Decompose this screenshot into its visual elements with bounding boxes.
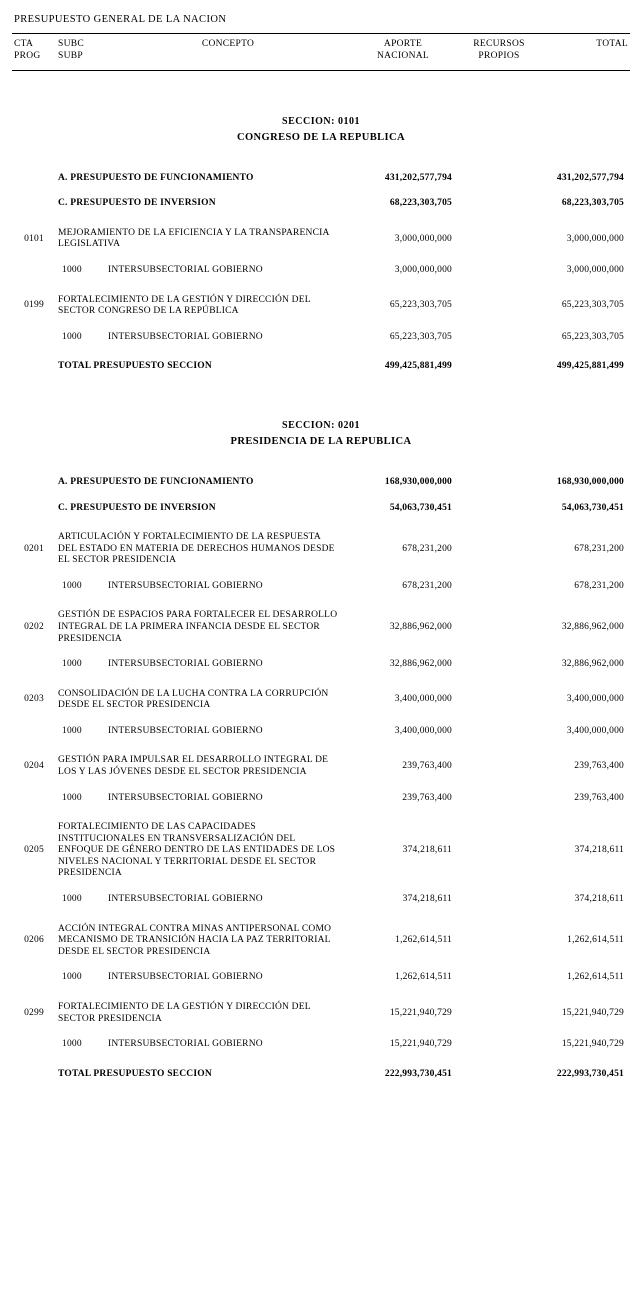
row-concepto: INTERSUBSECTORIAL GOBIERNO bbox=[108, 972, 263, 983]
table-row bbox=[12, 501, 630, 517]
row-total: 168,930,000,000 bbox=[556, 476, 624, 487]
row-gap bbox=[12, 345, 630, 359]
row-concepto: C. PRESUPUESTO DE INVERSION bbox=[58, 502, 216, 513]
row-concepto: A. PRESUPUESTO DE FUNCIONAMIENTO bbox=[58, 476, 254, 487]
row-aporte-nacional: 3,000,000,000 bbox=[394, 265, 452, 276]
row-aporte-nacional: 678,231,200 bbox=[402, 580, 452, 591]
row-aporte-nacional: 65,223,303,705 bbox=[389, 300, 452, 311]
row-aporte-nacional: 239,763,400 bbox=[402, 761, 452, 772]
row-total: 1,262,614,511 bbox=[567, 972, 624, 983]
row-aporte-nacional: 54,063,730,451 bbox=[389, 502, 452, 513]
row-subc-subp: 1000 bbox=[62, 265, 82, 276]
table-row bbox=[12, 196, 630, 212]
row-gap bbox=[12, 986, 630, 1000]
row-concepto: FORTALECIMIENTO DE LAS CAPACIDADES INSTITUCIONALES EN TRANSVERSALIZACIÓN DEL ENFOQUE DE GÉNERO DENTRO DE LAS ENTIDADES DE LOS NIVELES NACIONAL Y TERRITORIAL DESDE EL SECTOR PRESIDENCIA bbox=[58, 822, 336, 879]
row-subc-subp: 1000 bbox=[62, 894, 82, 905]
row-total: 32,886,962,000 bbox=[561, 659, 624, 670]
row-cta-prog: 0205 bbox=[24, 845, 44, 856]
row-cta-prog bbox=[12, 359, 56, 375]
row-recursos-propios bbox=[458, 724, 540, 740]
row-gap bbox=[12, 491, 630, 501]
row-gap bbox=[12, 320, 630, 330]
row-recursos-propios bbox=[458, 753, 540, 780]
row-cta-prog: 0203 bbox=[24, 694, 44, 705]
row-recursos-propios bbox=[458, 608, 540, 647]
column-header-cta: CTA bbox=[14, 39, 34, 49]
row-total: 54,063,730,451 bbox=[561, 502, 624, 513]
row-cta-prog bbox=[12, 657, 56, 673]
table-row bbox=[12, 892, 630, 908]
column-header-recursos-line2: PROPIOS bbox=[478, 50, 520, 61]
column-header-subp: SUBP bbox=[58, 50, 83, 61]
table-row bbox=[12, 359, 630, 375]
row-gap bbox=[12, 739, 630, 753]
row-concepto: INTERSUBSECTORIAL GOBIERNO bbox=[108, 331, 263, 342]
table-row bbox=[12, 530, 630, 569]
column-header-concepto: CONCEPTO bbox=[201, 39, 255, 49]
row-concepto: TOTAL PRESUPUESTO SECCION bbox=[58, 1068, 212, 1079]
row-aporte-nacional: 239,763,400 bbox=[402, 792, 452, 803]
table-row bbox=[12, 475, 630, 491]
row-concepto: INTERSUBSECTORIAL GOBIERNO bbox=[108, 792, 263, 803]
row-cta-prog bbox=[12, 171, 56, 187]
row-subc-subp: 1000 bbox=[62, 792, 82, 803]
row-concepto: ACCIÓN INTEGRAL CONTRA MINAS ANTIPERSONAL COMO MECANISMO DE TRANSICIÓN HACIA LA PAZ TERRITORIAL DESDE EL SECTOR PRESIDENCIA bbox=[58, 923, 332, 957]
row-total: 65,223,303,705 bbox=[561, 331, 624, 342]
row-aporte-nacional: 32,886,962,000 bbox=[389, 621, 452, 632]
row-aporte-nacional: 431,202,577,794 bbox=[384, 172, 452, 183]
section-header bbox=[12, 115, 630, 129]
row-subc-subp: 1000 bbox=[62, 659, 82, 670]
table-row bbox=[12, 263, 630, 279]
row-subc-subp: 1000 bbox=[62, 1039, 82, 1050]
table-row bbox=[12, 970, 630, 986]
row-cta-prog: 0204 bbox=[24, 761, 44, 772]
row-total: 3,400,000,000 bbox=[566, 694, 624, 705]
column-header-cta-prog bbox=[12, 34, 56, 70]
row-total: 678,231,200 bbox=[574, 543, 624, 554]
row-recursos-propios bbox=[458, 922, 540, 961]
row-aporte-nacional: 15,221,940,729 bbox=[389, 1007, 452, 1018]
column-header-aporte-line1: APORTE bbox=[383, 39, 423, 49]
column-header-subc-subp bbox=[56, 34, 108, 70]
row-gap bbox=[12, 569, 630, 579]
section-code: SECCION: 0201 bbox=[282, 419, 360, 431]
row-cta-prog bbox=[12, 579, 56, 595]
row-cta-prog bbox=[12, 724, 56, 740]
row-concepto: INTERSUBSECTORIAL GOBIERNO bbox=[108, 265, 263, 276]
row-concepto: GESTIÓN PARA IMPULSAR EL DESARROLLO INTEGRAL DE LOS Y LAS JÓVENES DESDE EL SECTOR PRESIDENCIA bbox=[58, 755, 329, 778]
row-aporte-nacional: 678,231,200 bbox=[402, 543, 452, 554]
row-total: 239,763,400 bbox=[574, 792, 624, 803]
row-cta-prog bbox=[12, 263, 56, 279]
row-subc-subp: 1000 bbox=[62, 725, 82, 736]
row-aporte-nacional: 374,218,611 bbox=[402, 845, 452, 856]
row-cta-prog bbox=[12, 892, 56, 908]
row-gap bbox=[12, 960, 630, 970]
row-aporte-nacional: 65,223,303,705 bbox=[389, 331, 452, 342]
row-gap bbox=[12, 882, 630, 892]
row-concepto: FORTALECIMIENTO DE LA GESTIÓN Y DIRECCIÓN DEL SECTOR PRESIDENCIA bbox=[58, 1001, 311, 1024]
row-total: 499,425,881,499 bbox=[556, 361, 624, 372]
row-concepto: C. PRESUPUESTO DE INVERSION bbox=[58, 198, 216, 209]
section-gap bbox=[12, 375, 630, 419]
section-gap bbox=[12, 70, 630, 115]
row-total: 15,221,940,729 bbox=[561, 1039, 624, 1050]
row-cta-prog: 0101 bbox=[24, 233, 44, 244]
budget-table bbox=[12, 33, 630, 1082]
table-row bbox=[12, 226, 630, 253]
column-header-total: TOTAL bbox=[596, 39, 628, 49]
row-total: 1,262,614,511 bbox=[567, 935, 624, 946]
table-row bbox=[12, 657, 630, 673]
table-row bbox=[12, 1000, 630, 1027]
row-recursos-propios bbox=[458, 501, 540, 517]
row-gap bbox=[12, 1053, 630, 1067]
row-concepto: A. PRESUPUESTO DE FUNCIONAMIENTO bbox=[58, 172, 254, 183]
table-row bbox=[12, 1067, 630, 1083]
row-recursos-propios bbox=[458, 892, 540, 908]
row-gap bbox=[12, 647, 630, 657]
row-concepto: INTERSUBSECTORIAL GOBIERNO bbox=[108, 1039, 263, 1050]
row-gap bbox=[12, 253, 630, 263]
table-row bbox=[12, 820, 630, 882]
row-subc-subp: 1000 bbox=[62, 972, 82, 983]
row-gap bbox=[12, 212, 630, 226]
row-total: 3,000,000,000 bbox=[566, 233, 624, 244]
section-code: SECCION: 0101 bbox=[282, 115, 360, 127]
table-header bbox=[12, 34, 630, 71]
row-recursos-propios bbox=[458, 1037, 540, 1053]
row-cta-prog: 0199 bbox=[24, 300, 44, 311]
section-header bbox=[12, 419, 630, 433]
table-row bbox=[12, 922, 630, 961]
row-concepto: INTERSUBSECTORIAL GOBIERNO bbox=[108, 580, 263, 591]
table-row bbox=[12, 724, 630, 740]
row-recursos-propios bbox=[458, 330, 540, 346]
row-concepto: INTERSUBSECTORIAL GOBIERNO bbox=[108, 894, 263, 905]
row-total: 32,886,962,000 bbox=[561, 621, 624, 632]
row-concepto: MEJORAMIENTO DE LA EFICIENCIA Y LA TRANSPARENCIA LEGISLATIVA bbox=[58, 227, 330, 250]
row-recursos-propios bbox=[458, 657, 540, 673]
row-recursos-propios bbox=[458, 359, 540, 375]
row-subc-subp: 1000 bbox=[62, 580, 82, 591]
row-aporte-nacional: 3,000,000,000 bbox=[394, 233, 452, 244]
section-name: CONGRESO DE LA REPUBLICA bbox=[236, 131, 405, 143]
row-cta-prog bbox=[12, 501, 56, 517]
row-cta-prog: 0202 bbox=[24, 621, 44, 632]
row-cta-prog bbox=[12, 330, 56, 346]
row-total: 678,231,200 bbox=[574, 580, 624, 591]
row-cta-prog bbox=[12, 1067, 56, 1083]
section-name-row bbox=[12, 433, 630, 451]
row-aporte-nacional: 499,425,881,499 bbox=[384, 361, 452, 372]
row-aporte-nacional: 3,400,000,000 bbox=[394, 694, 452, 705]
row-cta-prog: 0206 bbox=[24, 935, 44, 946]
table-row bbox=[12, 293, 630, 320]
row-recursos-propios bbox=[458, 820, 540, 882]
row-cta-prog bbox=[12, 791, 56, 807]
row-concepto: CONSOLIDACIÓN DE LA LUCHA CONTRA LA CORRUPCIÓN DESDE EL SECTOR PRESIDENCIA bbox=[58, 688, 329, 711]
row-recursos-propios bbox=[458, 263, 540, 279]
table-row bbox=[12, 753, 630, 780]
row-total: 15,221,940,729 bbox=[561, 1007, 624, 1018]
row-concepto: GESTIÓN DE ESPACIOS PARA FORTALECER EL DESARROLLO INTEGRAL DE LA PRIMERA INFANCIA DESDE EL SECTOR PRESIDENCIA bbox=[58, 610, 338, 644]
row-recursos-propios bbox=[458, 226, 540, 253]
column-header-recursos-propios bbox=[458, 34, 540, 70]
row-recursos-propios bbox=[458, 196, 540, 212]
row-cta-prog bbox=[12, 475, 56, 491]
row-subc-subp: 1000 bbox=[62, 331, 82, 342]
row-gap bbox=[12, 806, 630, 820]
row-gap bbox=[12, 594, 630, 608]
row-total: 222,993,730,451 bbox=[556, 1068, 624, 1079]
column-header-aporte-nacional bbox=[348, 34, 458, 70]
section-name: PRESIDENCIA DE LA REPUBLICA bbox=[230, 436, 412, 448]
row-cta-prog bbox=[12, 1037, 56, 1053]
row-recursos-propios bbox=[458, 475, 540, 491]
row-total: 3,000,000,000 bbox=[566, 265, 624, 276]
column-header-prog: PROG bbox=[14, 50, 41, 61]
row-gap bbox=[12, 279, 630, 293]
row-gap bbox=[12, 714, 630, 724]
row-concepto: FORTALECIMIENTO DE LA GESTIÓN Y DIRECCIÓN DEL SECTOR CONGRESO DE LA REPÚBLICA bbox=[58, 294, 311, 317]
row-recursos-propios bbox=[458, 579, 540, 595]
row-concepto: INTERSUBSECTORIAL GOBIERNO bbox=[108, 725, 263, 736]
table-body bbox=[12, 70, 630, 1082]
row-recursos-propios bbox=[458, 293, 540, 320]
row-aporte-nacional: 222,993,730,451 bbox=[384, 1068, 452, 1079]
row-recursos-propios bbox=[458, 1067, 540, 1083]
row-cta-prog bbox=[12, 196, 56, 212]
table-row bbox=[12, 1037, 630, 1053]
row-recursos-propios bbox=[458, 530, 540, 569]
column-header-subc: SUBC bbox=[58, 39, 85, 49]
row-total: 65,223,303,705 bbox=[561, 300, 624, 311]
section-title-gap bbox=[12, 451, 630, 475]
row-aporte-nacional: 32,886,962,000 bbox=[389, 659, 452, 670]
table-row bbox=[12, 330, 630, 346]
row-concepto: INTERSUBSECTORIAL GOBIERNO bbox=[108, 659, 263, 670]
row-recursos-propios bbox=[458, 171, 540, 187]
row-gap bbox=[12, 1027, 630, 1037]
row-aporte-nacional: 68,223,303,705 bbox=[389, 198, 452, 209]
row-aporte-nacional: 15,221,940,729 bbox=[389, 1039, 452, 1050]
row-cta-prog: 0201 bbox=[24, 543, 44, 554]
row-gap bbox=[12, 186, 630, 196]
section-title-gap bbox=[12, 147, 630, 171]
row-aporte-nacional: 1,262,614,511 bbox=[395, 935, 452, 946]
row-total: 68,223,303,705 bbox=[561, 198, 624, 209]
table-row bbox=[12, 579, 630, 595]
row-total: 3,400,000,000 bbox=[566, 725, 624, 736]
row-aporte-nacional: 3,400,000,000 bbox=[394, 725, 452, 736]
table-row bbox=[12, 608, 630, 647]
row-aporte-nacional: 374,218,611 bbox=[402, 894, 452, 905]
row-aporte-nacional: 168,930,000,000 bbox=[384, 476, 452, 487]
section-name-row bbox=[12, 129, 630, 147]
row-gap bbox=[12, 516, 630, 530]
row-recursos-propios bbox=[458, 1000, 540, 1027]
row-total: 374,218,611 bbox=[574, 894, 624, 905]
row-concepto: TOTAL PRESUPUESTO SECCION bbox=[58, 361, 212, 372]
column-header-recursos-line1: RECURSOS bbox=[473, 39, 525, 49]
row-recursos-propios bbox=[458, 970, 540, 986]
row-gap bbox=[12, 781, 630, 791]
row-cta-prog bbox=[12, 970, 56, 986]
row-total: 374,218,611 bbox=[574, 845, 624, 856]
row-concepto: ARTICULACIÓN Y FORTALECIMIENTO DE LA RESPUESTA DEL ESTADO EN MATERIA DE DERECHOS HUMANOS DESDE EL SECTOR PRESIDENCIA bbox=[58, 532, 335, 566]
row-gap bbox=[12, 673, 630, 687]
row-total: 239,763,400 bbox=[574, 761, 624, 772]
row-total: 431,202,577,794 bbox=[556, 172, 624, 183]
row-recursos-propios bbox=[458, 791, 540, 807]
row-aporte-nacional: 1,262,614,511 bbox=[395, 972, 452, 983]
row-cta-prog: 0299 bbox=[24, 1007, 44, 1018]
column-header-aporte-line2: NACIONAL bbox=[376, 50, 429, 61]
row-gap bbox=[12, 908, 630, 922]
table-row bbox=[12, 171, 630, 187]
table-row bbox=[12, 791, 630, 807]
row-recursos-propios bbox=[458, 687, 540, 714]
table-row bbox=[12, 687, 630, 714]
page-title: PRESUPUESTO GENERAL DE LA NACION bbox=[14, 14, 227, 25]
